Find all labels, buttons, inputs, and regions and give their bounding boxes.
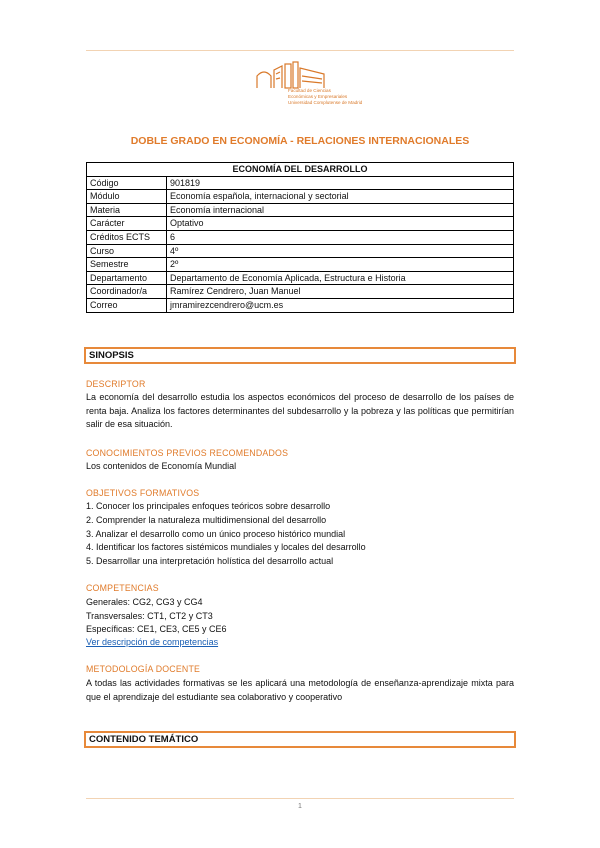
objetivo-item: 2. Comprender la naturaleza multidimensional del desarrollo [86, 515, 327, 525]
logo-line-2: Económicas y Empresariales [288, 94, 348, 99]
metodologia-heading: METODOLOGÍA DOCENTE [86, 664, 201, 674]
row-value: 4º [167, 244, 514, 258]
document-title: DOBLE GRADO EN ECONOMÍA - RELACIONES INTERNACIONALES [130, 135, 470, 147]
table-row [87, 244, 514, 258]
conocimientos-text: Los contenidos de Economía Mundial [86, 461, 237, 471]
row-key: Código [87, 176, 167, 190]
conocimientos-heading: CONOCIMIENTOS PREVIOS RECOMENDADOS [86, 448, 289, 458]
row-key: Materia [87, 203, 167, 217]
row-value: jmramirezcendrero@ucm.es [167, 298, 514, 312]
logo-line-1: Facultad de Ciencias [288, 88, 331, 93]
row-key: Carácter [87, 217, 167, 231]
row-key: Departamento [87, 271, 167, 285]
row-key: Coordinador/a [87, 285, 167, 299]
table-header-row [87, 163, 514, 177]
header-rule [86, 50, 514, 51]
row-value: 6 [167, 230, 514, 244]
table-row [87, 271, 514, 285]
contenido-section-title: CONTENIDO TEMÁTICO [84, 731, 516, 748]
row-value: Departamento de Economía Aplicada, Estructura e Historia [167, 271, 514, 285]
table-row [87, 203, 514, 217]
row-value: 2º [167, 258, 514, 272]
competencias-description-link[interactable]: Ver descripción de competencias [86, 637, 219, 647]
page-number: 1 [298, 803, 302, 810]
row-key: Curso [87, 244, 167, 258]
row-value: Economía española, internacional y sectorial [167, 190, 514, 204]
table-row [87, 285, 514, 299]
row-value: 901819 [167, 176, 514, 190]
course-name: ECONOMÍA DEL DESARROLLO [87, 163, 514, 177]
competencias-transversales: Transversales: CT1, CT2 y CT3 [86, 611, 213, 621]
sinopsis-section-title: SINOPSIS [84, 347, 516, 364]
metodologia-text: A todas las actividades formativas se les aplicará una metodología de enseñanza-aprendizaje mixta para que el aprendizaje del estudiante sea colaborativo y cooperativo [86, 678, 514, 702]
table-row [87, 298, 514, 312]
table-row [87, 217, 514, 231]
row-key: Módulo [87, 190, 167, 204]
row-value: Optativo [167, 217, 514, 231]
logo-line-3: Universidad Complutense de Madrid [288, 100, 363, 105]
descriptor-heading: DESCRIPTOR [86, 379, 146, 389]
objetivo-item: 4. Identificar los factores sistémicos mundiales y locales del desarrollo [86, 542, 366, 552]
row-value: Economía internacional [167, 203, 514, 217]
course-info-table [86, 162, 514, 313]
competencias-heading: COMPETENCIAS [86, 583, 159, 593]
footer-rule [86, 798, 514, 799]
objetivo-item: 5. Desarrollar una interpretación holística del desarrollo actual [86, 556, 334, 566]
row-value: Ramírez Cendrero, Juan Manuel [167, 285, 514, 299]
row-key: Semestre [87, 258, 167, 272]
objetivo-item: 3. Analizar el desarrollo como un único proceso histórico mundial [86, 529, 346, 539]
row-key: Correo [87, 298, 167, 312]
table-row [87, 230, 514, 244]
competencias-especificas: Específicas: CE1, CE3, CE5 y CE6 [86, 624, 227, 634]
table-row [87, 190, 514, 204]
table-row [87, 258, 514, 272]
objetivo-item: 1. Conocer los principales enfoques teóricos sobre desarrollo [86, 501, 331, 511]
competencias-generales: Generales: CG2, CG3 y CG4 [86, 597, 203, 607]
descriptor-text: La economía del desarrollo estudia los aspectos económicos del proceso de desarrollo de los países de renta baja. Analiza los factores determinantes del subdesarrollo y la pobreza y las políticas que permitirían salir de esa situación. [86, 392, 514, 429]
table-row [87, 176, 514, 190]
objetivos-heading: OBJETIVOS FORMATIVOS [86, 488, 200, 498]
row-key: Créditos ECTS [87, 230, 167, 244]
